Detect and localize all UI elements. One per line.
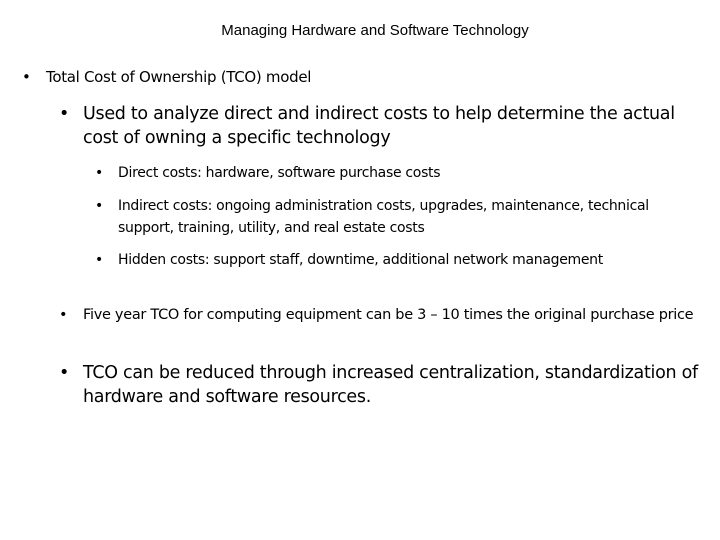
bullet-item-tco-reduced [59,361,713,409]
bullet-text: TCO can be reduced through increased centralization, standardization of hardware and software resources. [83,363,698,407]
bullet-icon: • [59,363,70,383]
bullet-text: Five year TCO for computing equipment can be 3 – 10 times the original purchase price [83,307,694,323]
bullet-text: Hidden costs: support staff, downtime, additional network management [118,252,603,268]
slide-title: Managing Hardware and Software Technology [221,22,529,39]
bullet-text: Total Cost of Ownership (TCO) model [46,68,312,86]
bullet-item-used-to-analyze [59,102,713,150]
bullet-item-direct-costs [95,162,708,184]
bullet-icon: • [59,104,70,124]
bullet-icon: • [22,68,31,86]
bullet-item-indirect-costs [95,195,708,239]
bullet-icon: • [59,307,68,323]
bullet-icon: • [95,198,103,214]
bullet-item-tco-model [22,67,686,87]
bullet-icon: • [95,252,103,268]
bullet-text: Direct costs: hardware, software purchase costs [118,165,441,181]
bullet-icon: • [95,165,103,181]
bullet-item-five-year-tco [59,304,703,326]
bullet-text: Used to analyze direct and indirect costs to help determine the actual cost of owning a specific technology [83,104,675,148]
bullet-text: Indirect costs: ongoing administration costs, upgrades, maintenance, technical support, training, utility, and real estate costs [118,198,649,236]
bullet-item-hidden-costs [95,249,708,271]
